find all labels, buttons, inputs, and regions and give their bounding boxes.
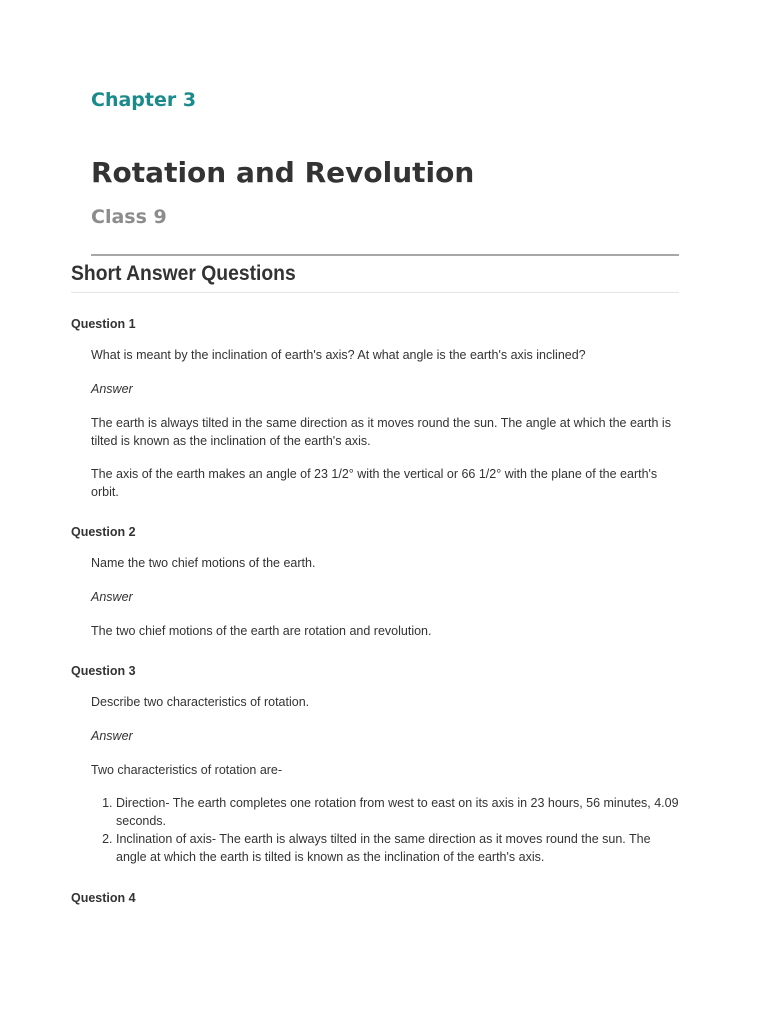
answer-text: The earth is always tilted in the same direction as it moves round the sun. The angle at which the earth is tilted is known as the inclination of the earth's axis. bbox=[91, 416, 671, 448]
answer-label: Answer bbox=[91, 590, 133, 604]
class-label: Class 9 bbox=[91, 206, 167, 228]
header-divider bbox=[91, 254, 679, 256]
question-block bbox=[71, 693, 681, 779]
question-heading: Question 1 bbox=[71, 317, 136, 331]
answer-label: Answer bbox=[91, 382, 133, 396]
question-heading: Question 2 bbox=[71, 525, 136, 539]
chapter-number: Chapter 3 bbox=[91, 89, 197, 111]
question-text: Describe two characteristics of rotation. bbox=[91, 695, 310, 709]
section-divider bbox=[71, 292, 679, 293]
answer-text: The axis of the earth makes an angle of 23 1/2° with the vertical or 66 1/2° with the plane of the earth's orbit. bbox=[91, 467, 658, 499]
questions-content bbox=[71, 316, 681, 906]
characteristics-list bbox=[71, 794, 681, 866]
question-block bbox=[71, 346, 681, 501]
question-block bbox=[71, 554, 681, 640]
answer-label: Answer bbox=[91, 729, 133, 743]
chapter-header bbox=[91, 88, 679, 228]
page-title: Rotation and Revolution bbox=[91, 156, 475, 189]
answer-text: The two chief motions of the earth are rotation and revolution. bbox=[91, 624, 432, 638]
question-heading: Question 3 bbox=[71, 664, 136, 678]
list-item: 1. Direction- The earth completes one rotation from west to east on its axis in 23 hours, 56 minutes, 4.09 seconds. bbox=[116, 794, 681, 830]
answer-text: Two characteristics of rotation are- bbox=[91, 763, 283, 777]
question-text: Name the two chief motions of the earth. bbox=[91, 556, 316, 570]
section-title: Short Answer Questions bbox=[71, 262, 296, 285]
question-text: What is meant by the inclination of earth's axis? At what angle is the earth's axis inclined? bbox=[91, 348, 586, 362]
list-item: 2. Inclination of axis- The earth is always tilted in the same direction as it moves round the sun. The angle at which the earth is tilted is known as the inclination of the earth's axis. bbox=[116, 830, 681, 866]
question-heading: Question 4 bbox=[71, 891, 136, 905]
